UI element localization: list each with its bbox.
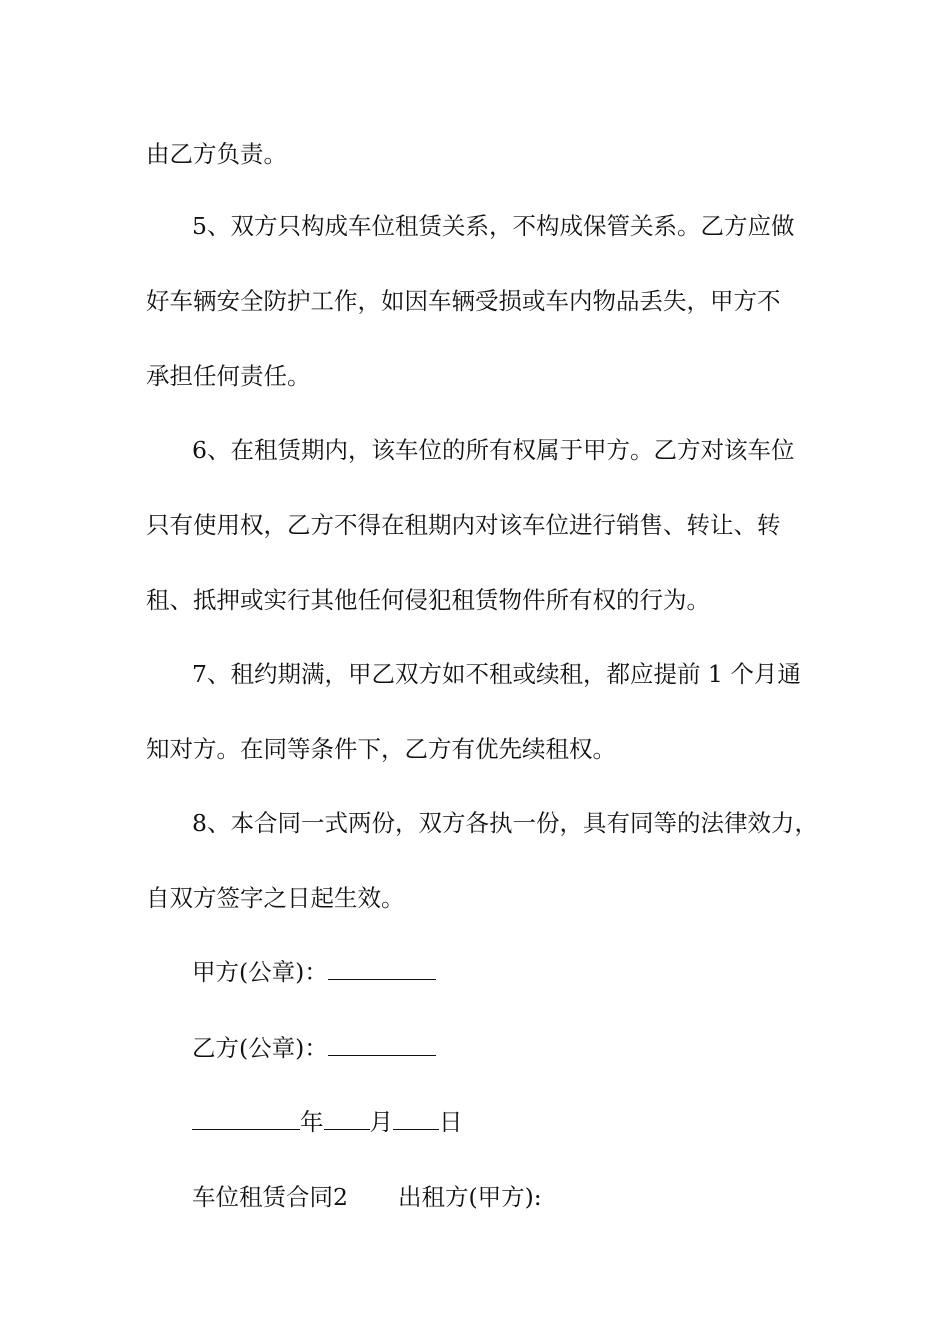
date-line — [192, 1107, 872, 1137]
month-label: 月 — [369, 1108, 393, 1136]
party-b-signature-line — [192, 1033, 872, 1063]
month-blank — [324, 1109, 370, 1130]
paragraph-line: 由乙方负责。 — [146, 140, 287, 168]
party-a-blank — [328, 959, 436, 980]
clause-6-line-2: 只有使用权，乙方不得在租期内对该车位进行销售、转让、转 — [146, 511, 781, 539]
lessor-label: 出租方(甲方): — [397, 1183, 542, 1211]
clause-7-line-2: 知对方。在同等条件下，乙方有优先续租权。 — [146, 735, 616, 763]
day-label: 日 — [439, 1108, 463, 1136]
day-blank — [393, 1109, 439, 1130]
clause-8-line-1: 8、本合同一式两份，双方各执一份，具有同等的法律效力， — [192, 809, 818, 837]
contract-title: 车位租赁合同2 — [192, 1183, 348, 1211]
clause-8-line-2: 自双方签字之日起生效。 — [146, 884, 405, 912]
party-a-signature-line — [192, 957, 872, 987]
clause-5-line-2: 好车辆安全防护工作，如因车辆受损或车内物品丢失，甲方不 — [146, 287, 781, 315]
party-b-blank — [328, 1035, 436, 1056]
clause-5-line-3: 承担任何责任。 — [146, 362, 311, 390]
year-label: 年 — [300, 1108, 324, 1136]
year-blank — [192, 1109, 300, 1130]
next-contract-heading-line — [192, 1182, 872, 1212]
clause-5-line-1: 5、双方只构成车位租赁关系，不构成保管关系。乙方应做 — [192, 212, 795, 240]
clause-6-line-3: 租、抵押或实行其他任何侵犯租赁物件所有权的行为。 — [146, 586, 710, 614]
party-b-label: 乙方(公章)： — [192, 1034, 328, 1062]
party-a-label: 甲方(公章)： — [192, 958, 328, 986]
clause-6-line-1: 6、在租赁期内，该车位的所有权属于甲方。乙方对该车位 — [192, 436, 795, 464]
clause-7-line-1: 7、租约期满，甲乙双方如不租或续租，都应提前 1 个月通 — [192, 660, 801, 688]
